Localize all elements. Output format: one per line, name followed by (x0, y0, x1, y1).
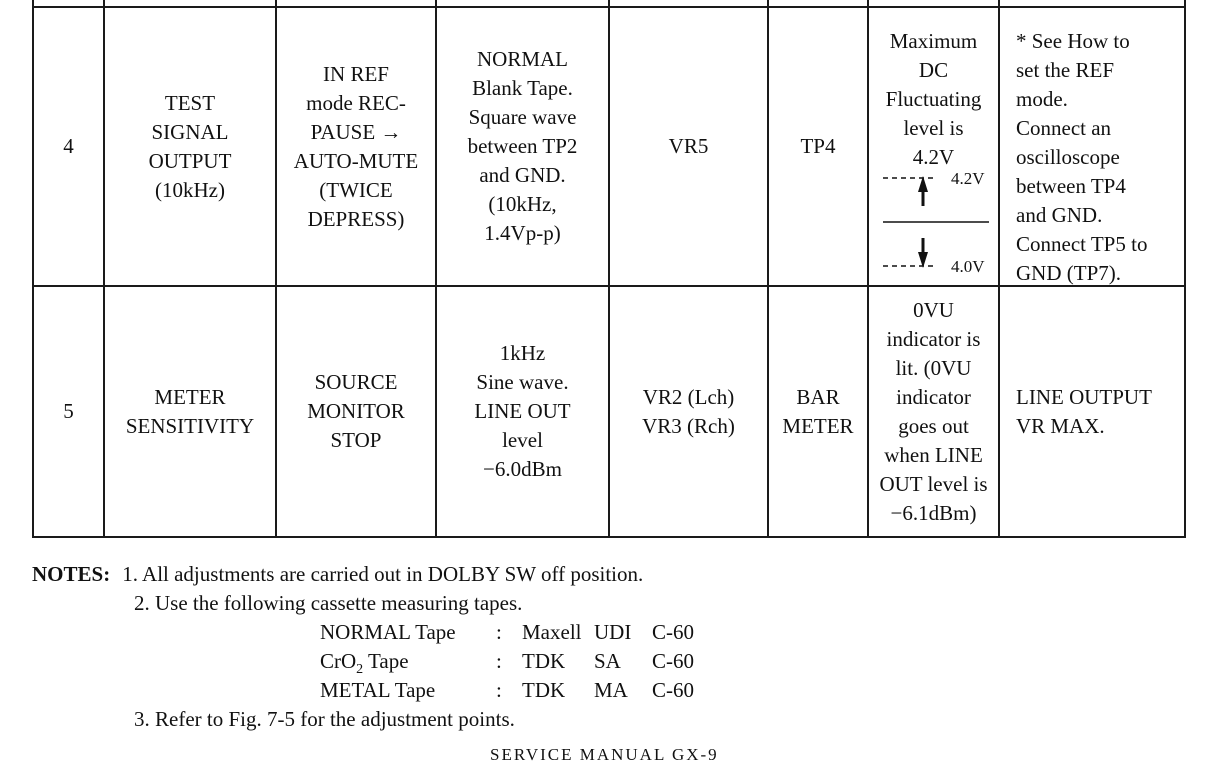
remark-line: GND (TP7). (1016, 261, 1121, 285)
row4-adjust (610, 8, 767, 285)
note-1-text-a: All adjustments are carried out in (142, 562, 428, 586)
remark-line: and GND. (1016, 203, 1103, 227)
row5-remarks (1000, 287, 1184, 536)
tape-type: MA (594, 678, 628, 702)
remark-line: between TP4 (1016, 174, 1126, 198)
row4-remarks (1000, 8, 1184, 285)
mode-line: STOP (330, 428, 382, 452)
tape-brand: TDK (522, 678, 566, 702)
table-col-line (1184, 0, 1186, 538)
remark-line: mode. (1016, 87, 1068, 111)
spec-line: Maximum (889, 29, 978, 53)
tape-separator: : (496, 678, 502, 702)
tape-brand: TDK (522, 649, 566, 673)
remark-line: VR MAX. (1016, 413, 1105, 438)
remark-line: set the REF (1016, 58, 1114, 82)
row5-spec (869, 287, 998, 536)
input-line: Square wave (468, 105, 577, 129)
input-line: 1kHz (499, 341, 546, 365)
item-line: (10kHz) (155, 177, 225, 202)
note-2-text: 2. Use the following cassette measuring tapes. (134, 591, 523, 615)
tape-name: METAL Tape (320, 678, 436, 702)
step-number: 4 (63, 134, 74, 158)
note-1 (32, 560, 1212, 589)
input-line: level (502, 428, 543, 452)
row5-step (34, 287, 103, 536)
spec-line: goes out (898, 413, 969, 438)
item-line: OUTPUT (148, 148, 232, 173)
tape-length: C-60 (652, 649, 694, 673)
notes-label: NOTES: (32, 562, 111, 586)
remark-line: Connect an (1016, 116, 1112, 140)
input-line: Blank Tape. (472, 76, 573, 100)
spec-line: when LINE (884, 442, 983, 467)
input-line: and GND. (479, 163, 566, 187)
mode-line: SOURCE (314, 370, 398, 394)
mode-line: IN REF (323, 61, 389, 86)
tape-name-part: Tape (363, 649, 409, 673)
row4-test-point (769, 8, 867, 285)
tape-name (320, 647, 409, 676)
mode-line: PAUSE → (310, 119, 402, 144)
item-line: SIGNAL (151, 119, 229, 144)
input-line: between TP2 (467, 134, 578, 158)
tape-name: NORMAL Tape (320, 620, 456, 644)
remark-line: Connect TP5 to (1016, 232, 1148, 256)
remark-line: * See How to (1016, 29, 1130, 53)
row5-item (105, 287, 275, 536)
remark-line: oscilloscope (1016, 145, 1120, 169)
item-line: METER (154, 384, 226, 409)
spec-line: OUT level is (879, 471, 988, 496)
tape-length: C-60 (652, 620, 694, 644)
item-line: SENSITIVITY (125, 413, 255, 438)
row4-input (437, 8, 608, 285)
test-point: BAR (796, 384, 840, 409)
adjust-point: VR3 (Rch) (642, 413, 735, 438)
row5-adjust (610, 287, 767, 536)
tape-type: SA (594, 649, 621, 673)
page-footer: SERVICE MANUAL GX-9 (490, 745, 719, 764)
row4-mode (277, 8, 435, 285)
remark-line: LINE OUTPUT (1016, 384, 1152, 409)
mode-line: MONITOR (307, 399, 405, 423)
input-line: 1.4Vp-p) (484, 221, 561, 245)
tape-type: UDI (594, 620, 632, 644)
adjust-point: VR2 (Lch) (642, 384, 735, 409)
spec-line: lit. (0VU (895, 355, 972, 380)
item-line: TEST (164, 90, 216, 115)
note-3 (134, 705, 1215, 734)
mode-line: AUTO-MUTE (293, 148, 419, 173)
tape-separator: : (496, 620, 502, 644)
spec-line: indicator is (886, 326, 981, 351)
mode-line: (TWICE (319, 177, 393, 202)
input-line: −6.0dBm (483, 457, 562, 481)
note-1-text-c: off position. (535, 562, 644, 586)
tape-name-subscript: 2 (356, 662, 364, 678)
dc-fluctuation-diagram (869, 166, 997, 274)
tape-brand: Maxell (522, 620, 582, 644)
spec-line: −6.1dBm) (890, 500, 977, 525)
wave-high-label: 4.2V (951, 169, 985, 188)
tape-length: C-60 (652, 678, 694, 702)
step-number: 5 (63, 399, 74, 423)
row4-step (34, 8, 103, 285)
note-3-text: 3. Refer to Fig. 7-5 for the adjustment points. (134, 707, 515, 731)
spec-line: indicator (896, 384, 971, 409)
note-1-text-b: DOLBY SW (427, 562, 536, 586)
row4-item (105, 8, 275, 285)
test-point: METER (782, 413, 854, 438)
tape-separator: : (496, 649, 502, 673)
spec-line: Fluctuating (885, 87, 982, 111)
input-line: NORMAL (476, 47, 568, 71)
row5-test-point (769, 287, 867, 536)
spec-line: 4.2V (912, 145, 955, 169)
row5-mode (277, 287, 435, 536)
note-2 (134, 589, 1215, 618)
tape-name-part: CrO (320, 649, 357, 673)
spec-line: level is (903, 116, 964, 140)
input-line: LINE OUT (474, 399, 571, 423)
mode-line: DEPRESS) (307, 206, 405, 231)
row4-spec (869, 8, 998, 168)
input-line: (10kHz, (488, 192, 557, 216)
wave-low-label: 4.0V (951, 257, 985, 274)
test-point: TP4 (800, 134, 836, 158)
adjust-point: VR5 (668, 134, 709, 158)
input-line: Sine wave. (476, 370, 569, 394)
note-1-number: 1. (122, 562, 138, 586)
mode-line: mode REC- (306, 90, 406, 115)
spec-line: 0VU (913, 297, 954, 322)
row5-input (437, 287, 608, 536)
spec-line: DC (918, 58, 949, 82)
